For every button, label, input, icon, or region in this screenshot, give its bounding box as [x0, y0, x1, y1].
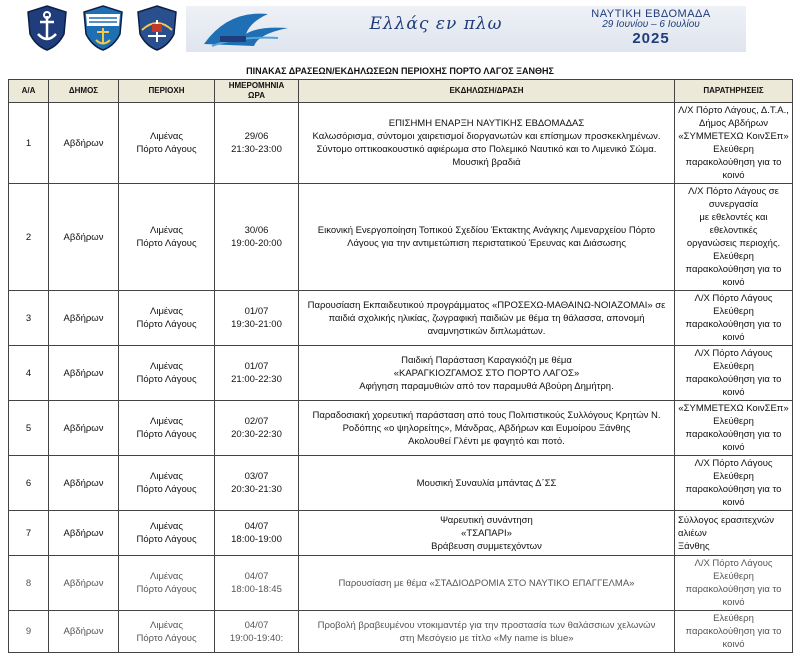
row-remarks: Λ/Χ Πόρτο Λάγους Ελεύθερη παρακολούθηση για το κοινό: [675, 291, 793, 346]
row-event: Παρουσίαση Εκπαιδευτικού προγράμματος «ΠΡΟΣΕΧΩ-ΜΑΘΑΙΝΩ-ΝΟΙΑΖΟΜΑΙ» σε παιδιά σχολικής ηλικίας, ζωγραφική παιδιών με θέμα τη θάλασσα, απονομή αναμνηστικών διπλωμάτων.: [299, 291, 675, 346]
row-event: Εικονική Ενεργοποίηση Τοπικού Σχεδίου Έκτακτης Ανάγκης Λιμεναρχείου Πόρτο Λάγους για την αντιμετώπιση περιστατικού Έρευνας και Διάσωσης: [299, 184, 675, 291]
row-remarks: Λ/Χ Πόρτο Λάγους σε συνεργασία με εθελοντές και εθελοντικές οργανώσεις περιοχής. Ελεύθερη παρακολούθηση για το κοινό: [675, 184, 793, 291]
row-datetime: 01/07 19:30-21:00: [215, 291, 299, 346]
row-number: 5: [9, 401, 49, 456]
row-number: 9: [9, 611, 49, 653]
row-datetime: 03/07 20:30-21:30: [215, 456, 299, 511]
row-area: Λιμένας Πόρτο Λάγους: [119, 103, 215, 184]
column-header-datetime: ΗΜΕΡΟΜΗΝΙΑ ΩΡΑ: [215, 80, 299, 103]
row-remarks: Λ/Χ Πόρτο Λάγους Ελεύθερη παρακολούθηση για το κοινό: [675, 556, 793, 611]
row-municipality: Αβδήρων: [49, 291, 119, 346]
row-area: Λιμένας Πόρτο Λάγους: [119, 556, 215, 611]
naval-week-banner: [186, 6, 746, 52]
row-event: Ψαρευτική συνάντηση «ΤΣΑΠΑΡΙ» Βράβευση συμμετεχόντων: [299, 511, 675, 556]
table-row: [9, 456, 793, 511]
row-remarks: Ελεύθερη παρακολούθηση για το κοινό: [675, 611, 793, 653]
column-header-area: ΠΕΡΙΟΧΗ: [119, 80, 215, 103]
week-year: 2025: [632, 30, 670, 47]
motto-text: Ελλάς εν πλω: [369, 14, 503, 34]
row-municipality: Αβδήρων: [49, 611, 119, 653]
column-header-aa: Α/Α: [9, 80, 49, 103]
row-event: Παιδική Παράσταση Καραγκιόζη με θέμα «ΚΑΡΑΓΚΙΟΖΓΑΜΟΣ ΣΤΟ ΠΟΡΤΟ ΛΑΓΟΣ» Αφήγηση παραμυθιών από τον παραμυθά Αβούρη Δημήτρη.: [299, 346, 675, 401]
row-datetime: 29/06 21:30-23:00: [215, 103, 299, 184]
row-municipality: Αβδήρων: [49, 346, 119, 401]
coast-guard-emblem-icon: [80, 4, 126, 52]
week-dates: 29 Ιουνίου – 6 Ιουλίου: [602, 19, 700, 30]
table-row: [9, 184, 793, 291]
row-area: Λιμένας Πόρτο Λάγους: [119, 401, 215, 456]
row-number: 7: [9, 511, 49, 556]
army-emblem-icon: [134, 4, 180, 52]
row-remarks: Λ/Χ Πόρτο Λάγους Ελεύθερη παρακολούθηση για το κοινό: [675, 346, 793, 401]
row-event: ΕΠΙΣΗΜΗ ΕΝΑΡΞΗ ΝΑΥΤΙΚΗΣ ΕΒΔΟΜΑΔΑΣ Καλωσόρισμα, σύντομοι χαιρετισμοί διοργανωτών και επίσημων προσκεκλημένων. Σύντομο οπτικοακουστικό αφιέρωμα στο Πολεμικό Ναυτικό και το Λιμενικό Σώμα. Μουσική βραδιά: [299, 103, 675, 184]
row-event: Μουσική Συναυλία μπάντας Δ΄ΣΣ: [299, 456, 675, 511]
row-datetime: 30/06 19:00-20:00: [215, 184, 299, 291]
row-remarks: Σύλλογος ερασιτεχνών αλιέων Ξάνθης: [675, 511, 793, 556]
events-table: [8, 79, 793, 653]
table-row: [9, 511, 793, 556]
week-title: ΝΑΥΤΙΚΗ ΕΒΔΟΜΑΔΑ: [591, 8, 711, 20]
row-datetime: 02/07 20:30-22:30: [215, 401, 299, 456]
row-datetime: 04/07 19:00-19:40:: [215, 611, 299, 653]
row-number: 2: [9, 184, 49, 291]
wave-logo-icon: [198, 8, 318, 50]
row-event: Παραδοσιακή χορευτική παράσταση από τους Πολιτιστικούς Συλλόγους Κρητών Ν. Ροδόπης «ο ψηλορείτης», Μάνδρας, Αβδήρων και Ευμοίρου Ξάνθης Ακολουθεί Γλέντι με φαγητό και ποτό.: [299, 401, 675, 456]
row-number: 6: [9, 456, 49, 511]
row-remarks: Λ/Χ Πόρτο Λάγους, Δ.Τ.Α., Δήμος Αβδήρων «ΣΥΜΜΕΤΕΧΩ ΚοινΣΕπ» Ελεύθερη παρακολούθηση για το κοινό: [675, 103, 793, 184]
row-area: Λιμένας Πόρτο Λάγους: [119, 511, 215, 556]
row-municipality: Αβδήρων: [49, 556, 119, 611]
table-row: [9, 346, 793, 401]
row-number: 4: [9, 346, 49, 401]
table-row: [9, 611, 793, 653]
table-row: [9, 556, 793, 611]
table-title: ΠΙΝΑΚΑΣ ΔΡΑΣΕΩΝ/ΕΚΔΗΛΩΣΕΩΝ ΠΕΡΙΟΧΗΣ ΠΟΡΤΟ ΛΑΓΟΣ ΞΑΝΘΗΣ: [246, 66, 554, 76]
row-datetime: 04/07 18:00-19:00: [215, 511, 299, 556]
table-row: [9, 291, 793, 346]
row-municipality: Αβδήρων: [49, 511, 119, 556]
column-header-municipality: ΔΗΜΟΣ: [49, 80, 119, 103]
row-municipality: Αβδήρων: [49, 401, 119, 456]
row-area: Λιμένας Πόρτο Λάγους: [119, 456, 215, 511]
row-number: 8: [9, 556, 49, 611]
table-header-row: [9, 80, 793, 103]
row-datetime: 04/07 18:00-18:45: [215, 556, 299, 611]
row-area: Λιμένας Πόρτο Λάγους: [119, 291, 215, 346]
row-remarks: «ΣΥΜΜΕΤΕΧΩ ΚοινΣΕπ» Ελεύθερη παρακολούθηση για το κοινό: [675, 401, 793, 456]
row-area: Λιμένας Πόρτο Λάγους: [119, 184, 215, 291]
navy-emblem-icon: [24, 4, 70, 52]
row-area: Λιμένας Πόρτο Λάγους: [119, 611, 215, 653]
column-header-remarks: ΠΑΡΑΤΗΡΗΣΕΙΣ: [675, 80, 793, 103]
row-number: 1: [9, 103, 49, 184]
table-row: [9, 401, 793, 456]
row-municipality: Αβδήρων: [49, 184, 119, 291]
row-remarks: Λ/Χ Πόρτο Λάγους Ελεύθερη παρακολούθηση για το κοινό: [675, 456, 793, 511]
row-event: Προβολή βραβευμένου ντοκιμαντέρ για την προστασία των θαλάσσιων χελωνών στη Μεσόγειο με τίτλο «My name is blue»: [299, 611, 675, 653]
row-municipality: Αβδήρων: [49, 456, 119, 511]
row-datetime: 01/07 21:00-22:30: [215, 346, 299, 401]
table-row: [9, 103, 793, 184]
column-header-event: ΕΚΔΗΛΩΣΗ/ΔΡΑΣΗ: [299, 80, 675, 103]
row-municipality: Αβδήρων: [49, 103, 119, 184]
row-area: Λιμένας Πόρτο Λάγους: [119, 346, 215, 401]
row-event: Παρουσίαση με θέμα «ΣΤΑΔΙΟΔΡΟΜΙΑ ΣΤΟ ΝΑΥΤΙΚΟ ΕΠΑΓΓΕΛΜΑ»: [299, 556, 675, 611]
page-header: [0, 0, 800, 62]
row-number: 3: [9, 291, 49, 346]
